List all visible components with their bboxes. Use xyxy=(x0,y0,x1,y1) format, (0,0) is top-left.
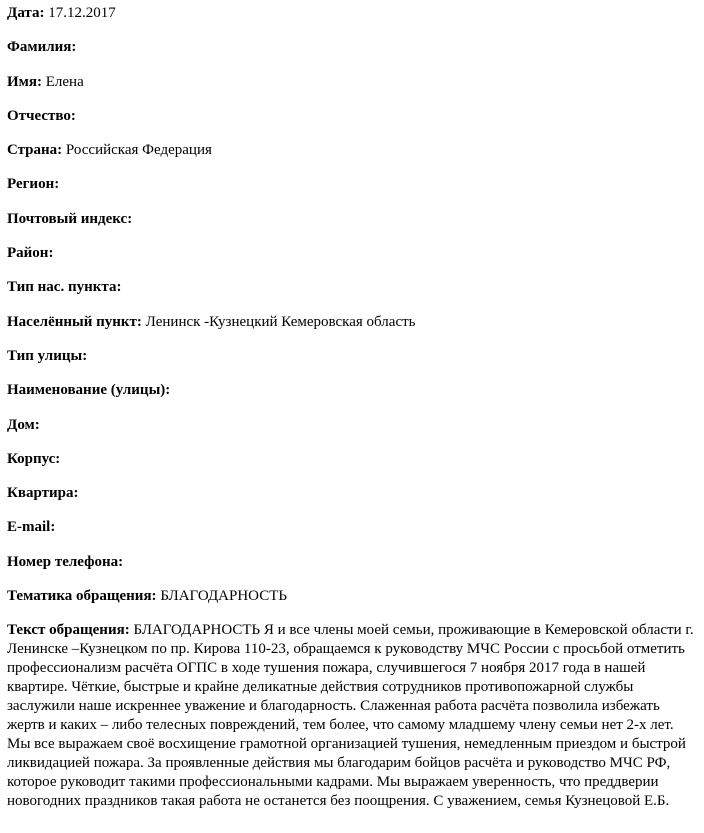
field-label: Населённый пункт: xyxy=(7,313,142,330)
field-value: 17.12.2017 xyxy=(48,5,116,21)
field-row xyxy=(7,450,697,468)
field-row xyxy=(7,587,697,605)
field-value: Российская Федерация xyxy=(65,142,212,159)
field-label: Имя: xyxy=(7,73,42,90)
field-row xyxy=(7,73,697,91)
field-label: Почтовый индекс: xyxy=(7,210,133,227)
message-label: Текст обращения: xyxy=(7,622,130,639)
field-label: Наименование (улицы): xyxy=(7,382,171,399)
field-value: Елена xyxy=(45,73,84,90)
field-row xyxy=(7,416,697,434)
field-row xyxy=(7,553,697,571)
field-row xyxy=(7,107,697,125)
field-label: Тип нас. пункта: xyxy=(7,279,122,296)
field-row xyxy=(7,484,697,502)
field-row xyxy=(7,244,697,262)
field-row xyxy=(7,141,697,159)
field-label: Тематика обращения: xyxy=(7,588,157,605)
field-label: Регион: xyxy=(7,176,60,193)
field-label: Фамилия: xyxy=(7,39,77,56)
field-label: Дата: xyxy=(7,5,45,21)
field-label: Номер телефона: xyxy=(7,553,124,570)
message-value: БЛАГОДАРНОСТЬ Я и все члены моей семьи, проживающие в Кемеровской области г. Ленинске –Кузнецком по пр. Кирова 110-23, обращаемся к руководству МЧС России с просьбой отметить профессионализм расчёта ОГПС в ходе тушения пожара, случившегося 7 ноября 2017 года в нашей квартире. Чёткие, быстрые и крайне деликатные действия сотрудников противопожарной службы заслужили наше искреннее уважение и благодарность. Слаженная работа расчёта позволила избежать жертв и каких – либо телесных повреждений, тем более, что самому младшему члену семьи нет 2-х лет. Мы все выражаем своё восхищение грамотной организацией тушения, немедленным приездом и быстрой ликвидацией пожара. За проявленные действия мы благодарим бойцов расчёта и руководство МЧС РФ, которое руководит такими профессиональными кадрами. Мы выражаем уверенность, что преддверии новогодних праздников такая работа не останется без поощрения. С уважением, семья Кузнецовой Е.Б. xyxy=(7,622,694,810)
field-value: БЛАГОДАРНОСТЬ xyxy=(160,588,287,605)
field-label: Отчество: xyxy=(7,107,76,124)
message-text xyxy=(7,621,699,811)
field-row xyxy=(7,210,697,228)
field-row xyxy=(7,313,697,331)
field-value: Ленинск -Кузнецкий Кемеровская область xyxy=(145,313,416,330)
field-label: Район: xyxy=(7,245,54,262)
field-label: Дом: xyxy=(7,416,40,433)
field-list xyxy=(7,4,697,605)
field-label: Тип улицы: xyxy=(7,347,88,364)
field-label: Квартира: xyxy=(7,485,79,502)
field-row xyxy=(7,278,697,296)
field-row xyxy=(7,175,697,193)
field-label: Корпус: xyxy=(7,450,61,467)
field-row xyxy=(7,38,697,56)
field-row xyxy=(7,347,697,365)
field-label: E-mail: xyxy=(7,519,56,536)
field-row xyxy=(7,4,697,22)
field-row xyxy=(7,381,697,399)
field-label: Страна: xyxy=(7,142,63,159)
field-row xyxy=(7,518,697,536)
